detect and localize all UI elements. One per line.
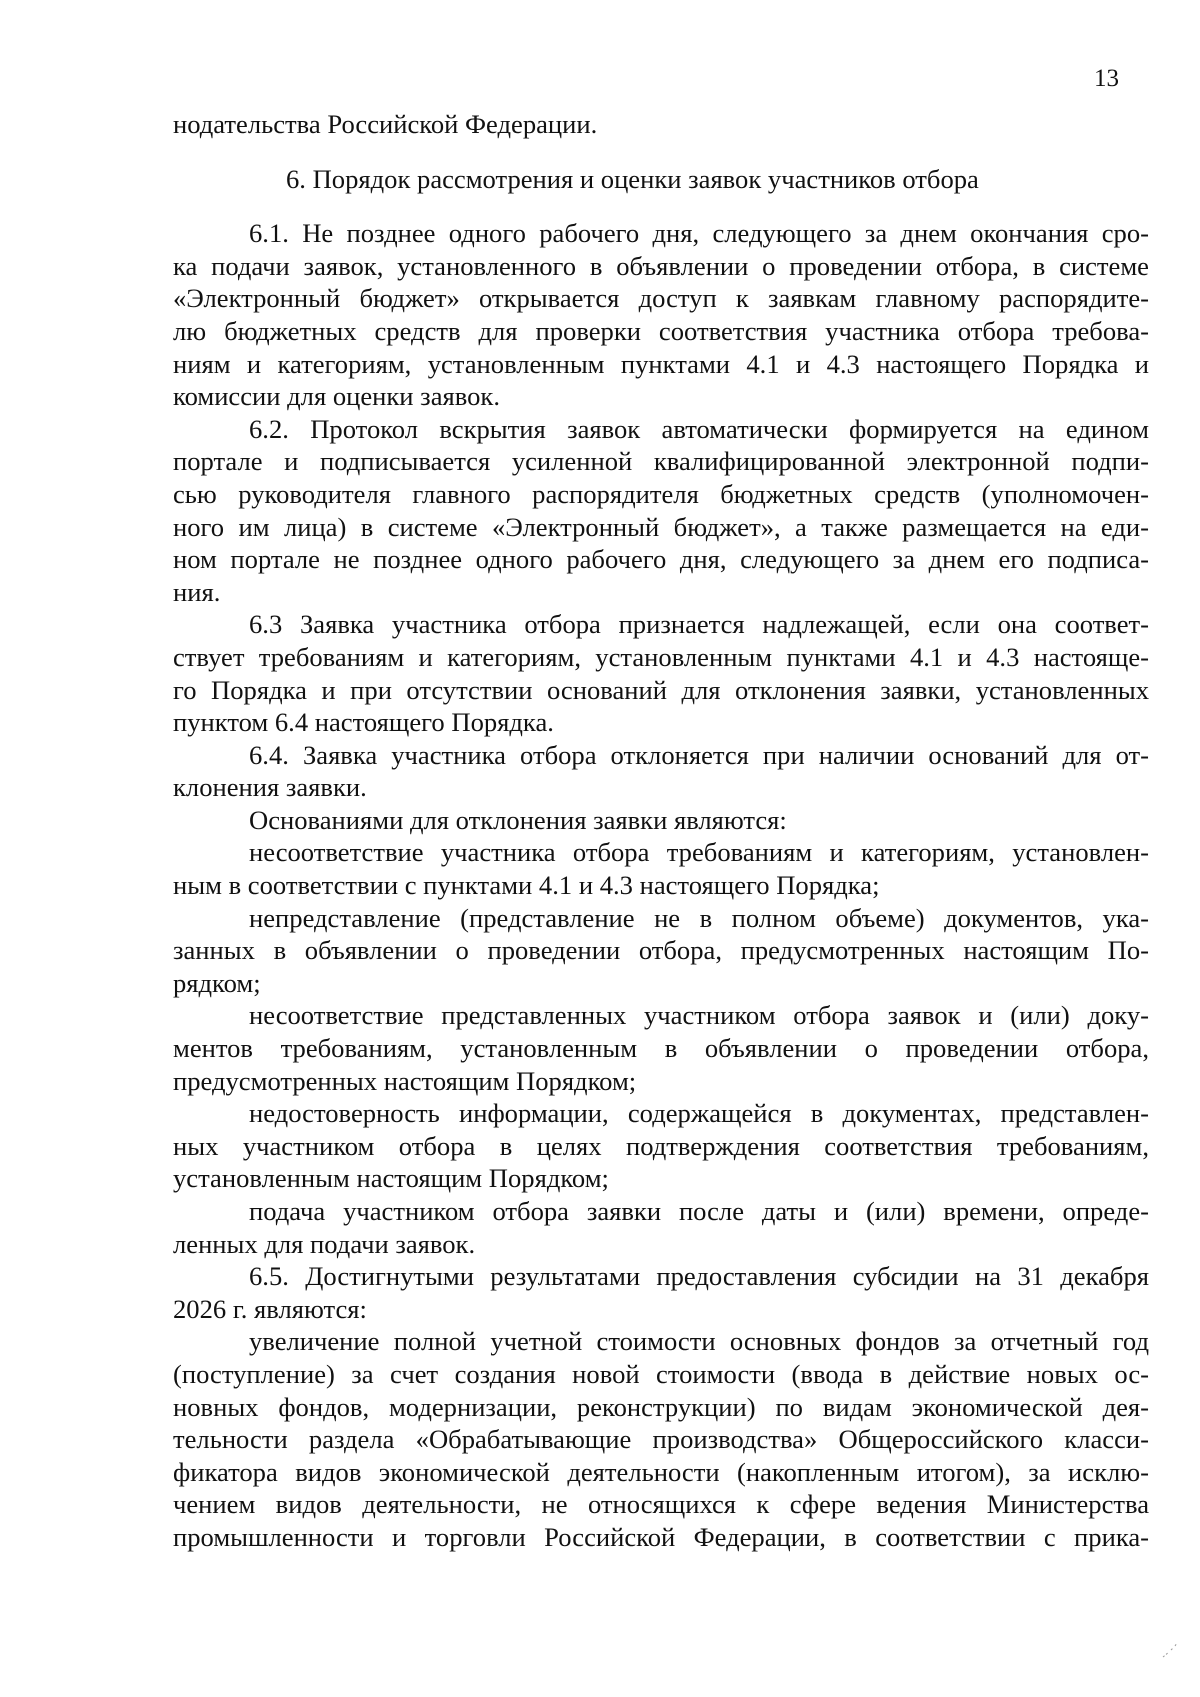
text-line: ным в соответствии с пунктами 4.1 и 4.3 настоящего Порядка; [173,870,880,901]
text-line: несоответствие представленных участником отбора заявок и (или) доку- [249,1000,1149,1031]
document-body [173,108,1149,1554]
scan-artifact [1160,1640,1180,1660]
text-line: 6.5. Достигнутыми результатами предоставления субсидии на 31 декабря [249,1261,1149,1292]
text-line: недостоверность информации, содержащейся в документах, представлен- [249,1098,1149,1129]
text-line: комиссии для оценки заявок. [173,381,500,412]
text-line: промышленности и торговли Российской Федерации, в соответствии с прика- [173,1521,1149,1552]
text-line: ном портале не позднее одного рабочего дня, следующего за днем его подписа- [173,544,1149,575]
text-line: 2026 г. являются: [173,1293,367,1324]
text-line: чением видов деятельности, не относящихся к сфере ведения Министерства [173,1489,1149,1520]
text-line: (поступление) за счет создания новой стоимости (ввода в действие новых ос- [173,1358,1149,1389]
text-line: непредставление (представление не в полном объеме) документов, ука- [249,902,1149,933]
text-line: подача участником отбора заявки после даты и (или) времени, опреде- [249,1196,1149,1226]
text-line: ниям и категориям, установленным пунктами 4.1 и 4.3 настоящего Порядка и [173,348,1149,379]
text-line: клонения заявки. [173,772,367,803]
text-line: ка подачи заявок, установленного в объявлении о проведении отбора, в системе [173,250,1149,281]
text-line: 6.4. Заявка участника отбора отклоняется при наличии оснований для от- [249,739,1149,770]
text-line: фикатора видов экономической деятельности (накопленным итогом), за исклю- [173,1456,1149,1487]
text-line: увеличение полной учетной стоимости основных фондов за отчетный год [249,1326,1149,1357]
text-line: 6.1. Не позднее одного рабочего дня, следующего за днем окончания сро- [249,218,1149,249]
section-heading: 6. Порядок рассмотрения и оценки заявок участников отбора [286,163,979,194]
text-line: сью руководителя главного распорядителя бюджетных средств (уполномочен- [173,478,1149,509]
text-line: ния. [173,576,221,607]
text-line: ного им лица) в системе «Электронный бюджет», а также размещается на еди- [173,511,1149,542]
text-line: ных участником отбора в целях подтверждения соответствия требованиям, [173,1130,1149,1161]
text-line: Основаниями для отклонения заявки являются: [249,804,787,835]
text-line: нодательства Российской Федерации. [173,109,598,139]
text-line: новных фондов, модернизации, реконструкции) по видам экономической дея- [173,1391,1149,1422]
text-line: го Порядка и при отсутствии оснований для отклонения заявки, установленных [173,674,1149,705]
text-line: пунктом 6.4 настоящего Порядка. [173,707,554,738]
page-number: 13 [1094,65,1119,92]
text-line: 6.3 Заявка участника отбора признается надлежащей, если она соответ- [249,609,1149,640]
text-line: рядком; [173,967,261,998]
text-line: тельности раздела «Обрабатывающие производства» Общероссийского класси- [173,1424,1149,1455]
text-line: ленных для подачи заявок. [173,1228,476,1259]
text-line: ствует требованиям и категориям, установленным пунктами 4.1 и 4.3 настояще- [173,641,1149,672]
text-line: 6.2. Протокол вскрытия заявок автоматически формируется на едином [249,413,1149,444]
text-line: ментов требованиям, установленным в объявлении о проведении отбора, [173,1033,1149,1064]
text-line: занных в объявлении о проведении отбора, предусмотренных настоящим По- [173,935,1149,966]
text-line: портале и подписывается усиленной квалифицированной электронной подпи- [173,446,1149,477]
text-line: предусмотренных настоящим Порядком; [173,1065,637,1096]
text-line: установленным настоящим Порядком; [173,1163,609,1194]
text-line: «Электронный бюджет» открывается доступ к заявкам главному распорядите- [173,283,1149,314]
text-line: несоответствие участника отбора требованиям и категориям, установлен- [249,837,1149,868]
text-line: лю бюджетных средств для проверки соответствия участника отбора требова- [173,315,1149,346]
